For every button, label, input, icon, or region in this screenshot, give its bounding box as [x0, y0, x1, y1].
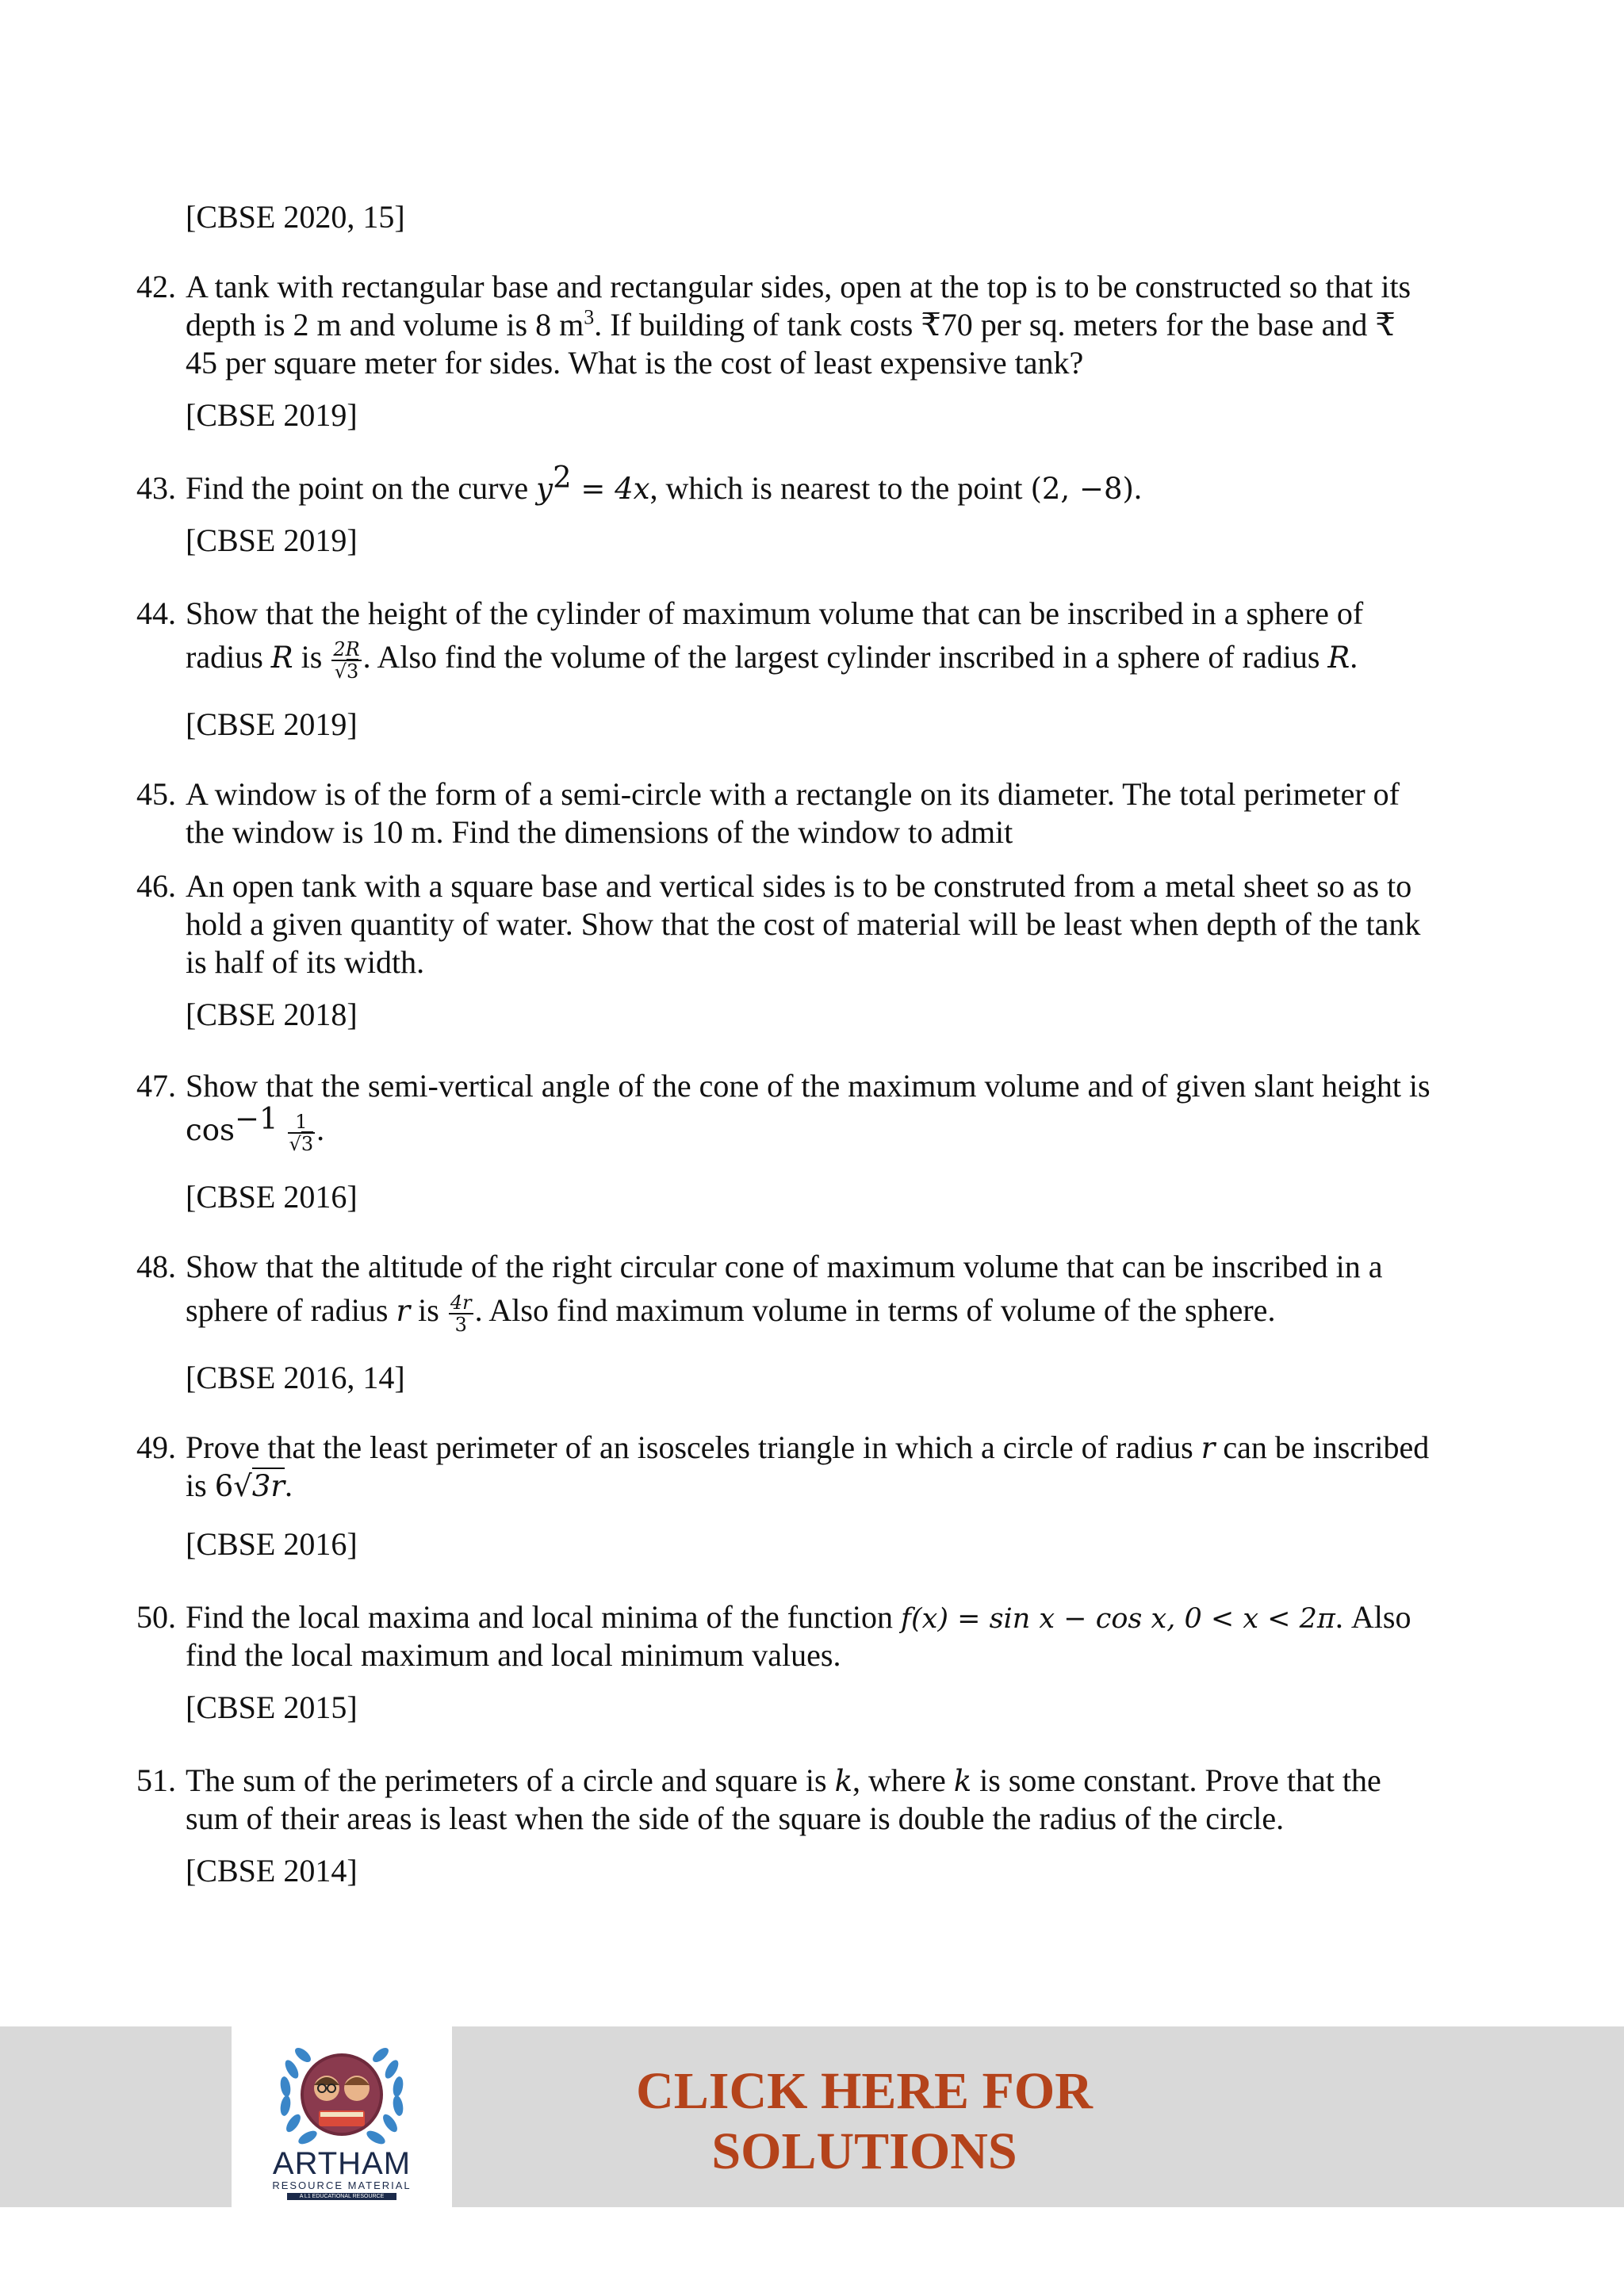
- logo-subtitle: RESOURCE MATERIAL: [272, 2179, 412, 2191]
- question-42: [136, 268, 1484, 382]
- question-text-line: is 6√3r.: [186, 1468, 293, 1503]
- fraction: $\frac{4r}{3}$: [450, 1291, 472, 1336]
- question-number: 49.: [136, 1429, 176, 1465]
- question-number: 45.: [136, 776, 176, 812]
- question-text: Show that the semi-vertical angle of the cone of the maximum volume and of given slant height is: [186, 1068, 1431, 1104]
- question-number: 43.: [136, 470, 176, 506]
- artham-logo: [232, 2026, 452, 2207]
- math-expression: 6√: [214, 1469, 252, 1503]
- question-text: A tank with rectangular base and rectangular sides, open at the top is to be constructed so that its: [186, 269, 1411, 304]
- fraction: $\frac{1}{√3}$: [289, 1110, 314, 1155]
- question-text: the window is 10 m. Find the dimensions of the window to admit: [186, 814, 1013, 850]
- question-47: [136, 1067, 1484, 1154]
- math-expression: = 4x: [571, 472, 650, 506]
- citation: [CBSE 2019]: [186, 706, 358, 742]
- question-text: 45 per square meter for sides. What is the cost of least expensive tank?: [186, 345, 1084, 381]
- question-number: 47.: [136, 1068, 176, 1104]
- math-expression: f(x) = sin x − cos x, 0 < x < 2π: [901, 1603, 1335, 1635]
- math-expression: (2, −8): [1030, 472, 1134, 506]
- question-44: [136, 595, 1484, 682]
- question-48: [136, 1248, 1484, 1335]
- citation: [CBSE 2015]: [186, 1689, 358, 1725]
- math-expression: y: [536, 472, 553, 506]
- question-text: An open tank with a square base and vertical sides is to be construted from a metal sheet so as to: [186, 868, 1412, 904]
- question-text: Show that the altitude of the right circular cone of maximum volume that can be inscribed in a: [186, 1249, 1383, 1284]
- citation: [CBSE 2014]: [186, 1853, 358, 1888]
- question-text: is half of its width.: [186, 944, 425, 980]
- question-text: sum of their areas is least when the side of the square is double the radius of the circle.: [186, 1800, 1285, 1836]
- citation: [CBSE 2018]: [186, 997, 358, 1032]
- question-text-line: Find the point on the curve $y^2 = 4x$, which is nearest to the point (2, −8).: [186, 460, 1142, 506]
- question-45: [136, 775, 1484, 851]
- question-49: [136, 1429, 1484, 1505]
- question-text-line: Find the local maxima and local minima of the function f(x) = sin x − cos x, 0 < x < 2π. Also: [186, 1599, 1411, 1635]
- citation: [CBSE 2019]: [186, 522, 358, 558]
- question-number: 44.: [136, 595, 176, 631]
- question-50: [136, 1598, 1484, 1674]
- question-text: hold a given quantity of water. Show that the cost of material will be least when depth of the tank: [186, 906, 1421, 942]
- solutions-link-line-1[interactable]: CLICK HERE FOR: [636, 2062, 1093, 2120]
- question-number: 48.: [136, 1249, 176, 1284]
- question-text-line: radius R is $\frac{2R}{√3}$ . Also find the volume of the largest cylinder inscribed in a sphere of radius R.: [186, 637, 1358, 683]
- question-text-line: depth is 2 m and volume is 8 $m^3$. If building of tank costs ₹70 per sq. meters for the base and ₹: [186, 305, 1396, 342]
- logo-tagline: A L1 EDUCATIONAL RESOURCE: [287, 2193, 396, 2200]
- question-text: Show that the height of the cylinder of maximum volume that can be inscribed in a sphere of: [186, 595, 1364, 631]
- solutions-link[interactable]: [555, 2061, 1174, 2182]
- citation: [CBSE 2016]: [186, 1179, 358, 1215]
- laurel-wreath-icon: [268, 2038, 416, 2156]
- question-text-line: The sum of the perimeters of a circle and square is k, where k is some constant. Prove that the: [186, 1762, 1381, 1798]
- question-text: find the local maximum and local minimum values.: [186, 1637, 841, 1673]
- citation: [CBSE 2019]: [186, 397, 358, 433]
- question-number: 50.: [136, 1599, 176, 1635]
- question-text-line: Prove that the least perimeter of an isosceles triangle in which a circle of radius r can be inscribed: [186, 1429, 1430, 1465]
- citation: [CBSE 2016, 14]: [186, 1360, 405, 1395]
- question-number: 46.: [136, 868, 176, 904]
- question-number: 51.: [136, 1762, 176, 1798]
- question-number: 42.: [136, 269, 176, 304]
- math-expression: $\cos^{-1}$ $\frac{1}{√3}$ .: [186, 1101, 325, 1155]
- logo-wordmark: ARTHAM: [272, 2146, 412, 2181]
- citation: [CBSE 2020, 15]: [186, 199, 405, 235]
- question-43: [136, 460, 1484, 507]
- question-text: A window is of the form of a semi-circle with a rectangle on its diameter. The total perimeter of: [186, 776, 1400, 812]
- question-text-line: sphere of radius r is $\frac{4r}{3}$ . Also find maximum volume in terms of volume of the sphere.: [186, 1291, 1276, 1336]
- solutions-link-line-2[interactable]: SOLUTIONS: [711, 2122, 1017, 2180]
- footer-banner: [0, 2026, 1624, 2207]
- question-51: [136, 1762, 1484, 1838]
- question-46: [136, 867, 1484, 982]
- citation: [CBSE 2016]: [186, 1526, 358, 1562]
- fraction: $\frac{2R}{√3}$: [333, 637, 360, 683]
